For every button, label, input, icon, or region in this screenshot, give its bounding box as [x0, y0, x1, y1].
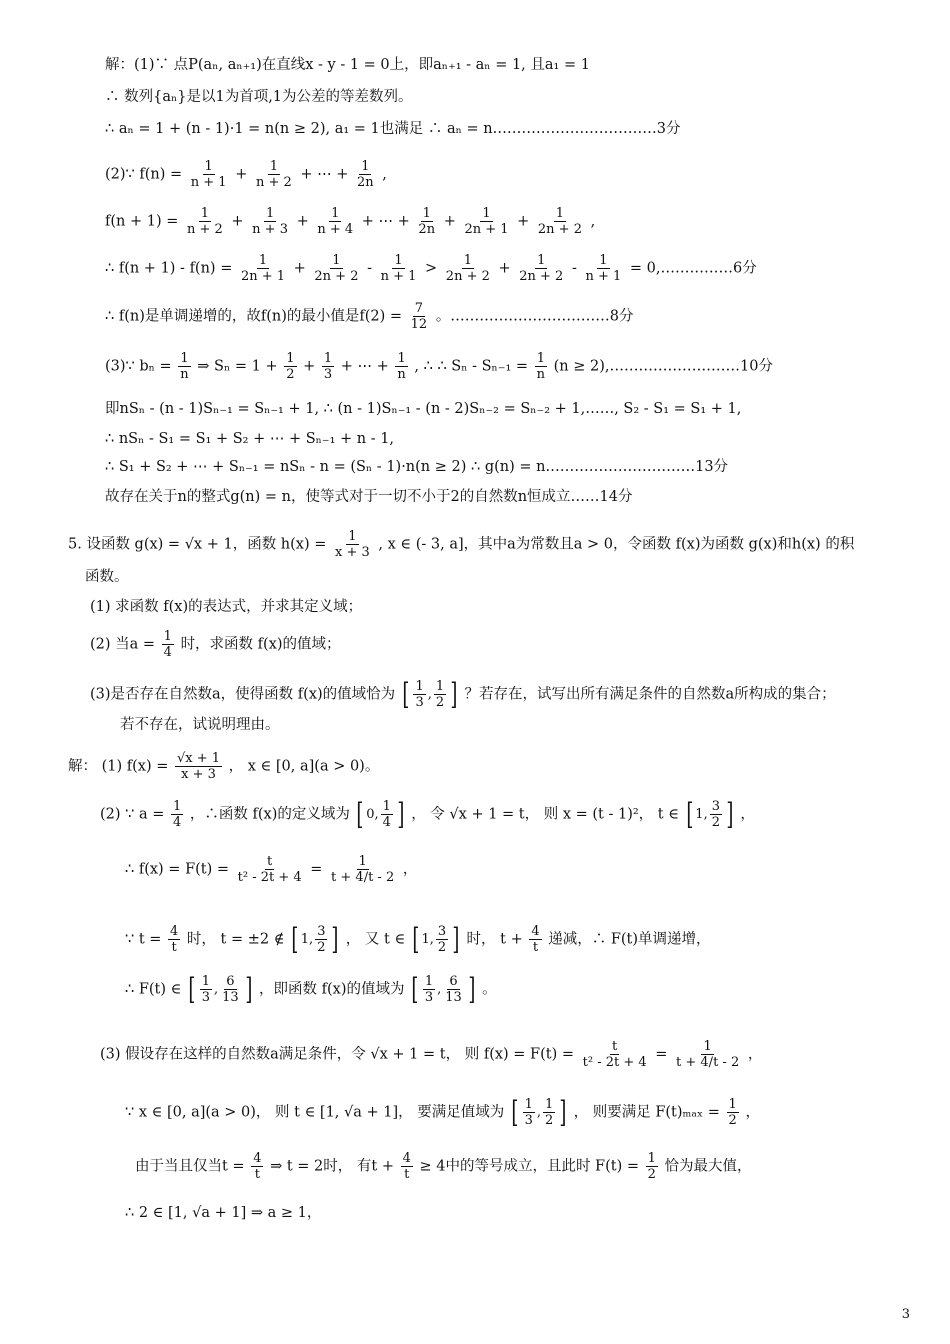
sol5-2: (2) ∵ a = $\frac{1}{4}$ ，∴函数 f(x)的定义域为 [ 0, $\frac{1}{4}$ ] ， 令 √x + 1 = t， 则 x = (t - 1)²， t ∈ [ 1, $\frac{3}{2}$ ] ， [100, 797, 755, 832]
s4-line-4: (2)∵ f(n) = $\frac{1}{n + 1}$ + $\frac{1}{n + 2}$ + ⋯ + $\frac{1}{2n}$ , [105, 159, 387, 190]
sol5-8: 由于当且仅当t = $\frac{4}{t}$ ⇒ t = 2时， 有t + $\frac{4}{t}$ ≥ 4中的等号成立，且此时 F(t) = $\frac{1}{2}$ 恰为最大值， [135, 1151, 752, 1182]
s4-line-10: ∴ nSₙ - S₁ = S₁ + S₂ + ⋯ + Sₙ₋₁ + n - 1, [105, 431, 395, 447]
s4-line-2: ∴ 数列{aₙ}是以1为首项,1为公差的等差数列。 [105, 89, 413, 105]
fn-def-label: (2)∵ f(n) = [105, 166, 183, 183]
s4-line-6: ∴ f(n + 1) - f(n) = $\frac{1}{2n + 1}$ + $\frac{1}{2n + 2}$ - $\frac{1}{n + 1}$ > $\frac{1}{2n + 2}$ + $\frac{1}{2n + 2}$ - $\frac{1}{n + 1}$ = 0,……………6分 [105, 253, 757, 284]
p5-q3-cont: 若不存在，试说明理由。 [120, 717, 280, 733]
sol5-4: ∵ t = $\frac{4}{t}$ 时， t = ±2 ∉ [ 1, $\frac{3}{2}$ ] ， 又 t ∈ [ 1, $\frac{3}{2}$ ] 时， t + $\frac{4}{t}$ 递减，∴ F(t)单调递增， [125, 922, 711, 957]
sol5-6: (3) 假设存在这样的自然数a满足条件，令 √x + 1 = t， 则 f(x) = F(t) = $\frac{t}{\text{t² - 2t + 4}}$ = $\frac{1}{t + 4/t - 2}$ ， [100, 1039, 763, 1070]
s4-line-8: (3)∵ bₙ = $\frac{1}{n}$ ⇒ Sₙ = 1 + $\frac{1}{2}$ + $\frac{1}{3}$ + ⋯ + $\frac{1}{n}$ , ∴ ∴ Sₙ - Sₙ₋₁ = $\frac{1}{n}$ (n ≥ 2),………………………10分 [105, 351, 773, 382]
s4-line-11: ∴ S₁ + S₂ + ⋯ + Sₙ₋₁ = nSₙ - n = (Sₙ - 1)·n(n ≥ 2) ∴ g(n) = n.…………………………13分 [105, 459, 729, 475]
p5-q1: (1) 求函数 f(x)的表达式，并求其定义域； [90, 599, 363, 615]
sol5-9: ∴ 2 ∈ [1, √a + 1] ⇒ a ≥ 1， [125, 1205, 322, 1221]
s4-line-1: 解：(1)∵ 点P(aₙ, aₙ₊₁)在直线x - y - 1 = 0上，即aₙ₊₁ - aₙ = 1, 且a₁ = 1 [105, 57, 590, 73]
p5-q2: (2) 当a = $\frac{1}{4}$ 时，求函数 f(x)的值域； [90, 629, 341, 660]
s4-line-7: ∴ f(n)是单调递增的，故f(n)的最小值是f(2) = $\frac{7}{12}$ 。……………………………8分 [105, 301, 634, 332]
p5-q3: (3)是否存在自然数a，使得函数 f(x)的值域恰为 [ $\frac{1}{3}$ , $\frac{1}{2}$ ] ？若存在，试写出所有满足条件的自然数a所构成的集合； [90, 677, 836, 712]
s4-line-5: f(n + 1) = $\frac{1}{n + 2}$ + $\frac{1}{n + 3}$ + $\frac{1}{n + 4}$ + ⋯ + $\frac{1}{2n}$ + $\frac{1}{2n + 1}$ + $\frac{1}{2n + 2}$ , [105, 206, 596, 237]
s4-line-9: 即nSₙ - (n - 1)Sₙ₋₁ = Sₙ₋₁ + 1, ∴ (n - 1)Sₙ₋₁ - (n - 2)Sₙ₋₂ = Sₙ₋₂ + 1,……, S₂ - S₁ = S₁ + 1, [105, 401, 742, 417]
page-number: 3 [901, 1307, 910, 1322]
sol5-3: ∴ f(x) = F(t) = $\frac{t}{\text{t² - 2t + 4}}$ = $\frac{1}{t + 4/t - 2}$ ， [125, 854, 418, 885]
s4-line-12: 故存在关于n的整式g(n) = n，使等式对于一切不小于2的自然数n恒成立……14分 [105, 489, 633, 505]
s4-line-3: ∴ aₙ = 1 + (n - 1)·1 = n(n ≥ 2), a₁ = 1也满足 ∴ aₙ = n.……………………………3分 [105, 121, 681, 137]
p5-line-2: 函数。 [85, 569, 129, 585]
p5-line-1: 5. 设函数 g(x) = √x + 1，函数 h(x) = $\frac{1}{x + 3}$ , x ∈ (- 3, a]，其中a为常数且a > 0，令函数 f(x)为函数 g(x)和h(x) 的积 [68, 529, 855, 560]
sol5-1: 解： (1) f(x) = $\frac{√x + 1}{x + 3}$ ， x ∈ [0, a](a > 0)。 [68, 751, 380, 782]
sol5-7: ∵ x ∈ [0, a](a > 0)， 则 t ∈ [1, √a + 1]， 要满足值域为 [ $\frac{1}{3}$ , $\frac{1}{2}$ ] ， 则要满足 F(t)ₘₐₓ = $\frac{1}{2}$ ， [125, 1095, 760, 1130]
sol5-5: ∴ F(t) ∈ [ $\frac{1}{3}$ , $\frac{6}{13}$ ] ，即函数 f(x)的值域为 [ $\frac{1}{3}$ , $\frac{6}{13}$ ] 。 [125, 972, 497, 1007]
